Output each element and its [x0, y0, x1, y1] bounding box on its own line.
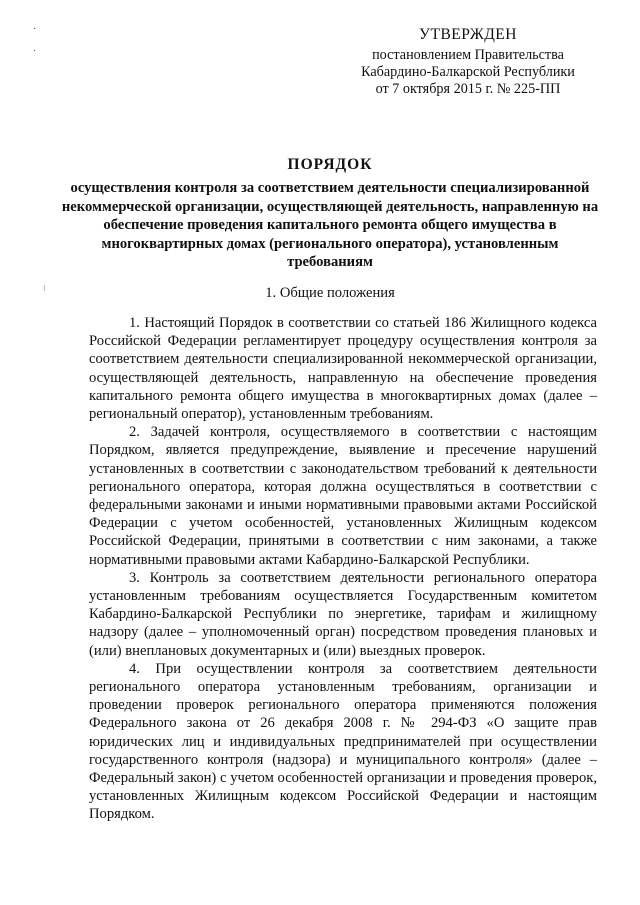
- title-heading: ПОРЯДОК: [287, 156, 373, 173]
- scan-artifact: ˙: [33, 27, 37, 38]
- approval-line: Кабардино-Балкарской Республики: [361, 64, 575, 80]
- title-subheading: осуществления контроля за соответствием деятельности специализированной некоммерческой организации, осуществляющей деятельность, направленную на обеспечение проведения капитального ремонта общего имущества в многоквартирных домах (регионального оператора), установленным требованиям: [61, 180, 599, 270]
- approval-stamp: УТВЕРЖДЕН: [419, 26, 517, 43]
- paragraph: 4. При осуществлении контроля за соответствием деятельности регионального оператора установленным требованиям, организации и проведении проверок регионального оператора применяются положения Федерального закона от 26 декабря 2008 г. № 294-ФЗ «О защите прав юридических лиц и индивидуальных предпринимателей при осуществлении государственного контроля (надзора) и муниципального контроля» (далее – Федеральный закон) с учетом особенностей организации и проведения проверок, установленных Жилищным кодексом Российской Федерации и настоящим Порядком.: [89, 660, 597, 823]
- paragraph: 3. Контроль за соответствием деятельности регионального оператора установленным требованиям осуществляется Государственным комитетом Кабардино-Балкарской Республики по энергетике, тарифам и жилищному надзору (далее – уполномоченный орган) посредством проведения плановых и (или) внеплановых документарных и (или) выездных проверок.: [89, 569, 597, 659]
- scan-artifact: ˙: [33, 49, 37, 60]
- approval-line: от 7 октября 2015 г. № 225-ПП: [375, 81, 561, 97]
- paragraph: 2. Задачей контроля, осуществляемого в соответствии с настоящим Порядком, является предупреждение, выявление и пресечение нарушений установленных в соответствии с законодательством требований к деятельности регионального оператора, которая должна осуществляться в соответствии с федеральными законами и иными нормативными правовыми актами Российской Федерации с учетом особенностей, установленных Жилищным кодексом Российской Федерации, принятыми в соответствии с ним законами, а также нормативными правовыми актами Кабардино-Балкарской Республики.: [89, 424, 597, 568]
- scan-artifact: [44, 285, 45, 291]
- paragraph: 1. Настоящий Порядок в соответствии со статьей 186 Жилищного кодекса Российской Федерации регламентирует процедуру осуществления контроля за соответствием деятельности специализированной некоммерческой организации, осуществляющей деятельность, направленную на обеспечение проведения капитального ремонта общего имущества в многоквартирных домах (далее – региональный оператор), установленным требованиям.: [89, 315, 597, 423]
- section-heading: 1. Общие положения: [265, 285, 395, 301]
- document-title: [60, 156, 600, 272]
- document-body: [89, 314, 597, 824]
- approval-block: [338, 26, 598, 98]
- approval-line: постановлением Правительства: [372, 47, 564, 63]
